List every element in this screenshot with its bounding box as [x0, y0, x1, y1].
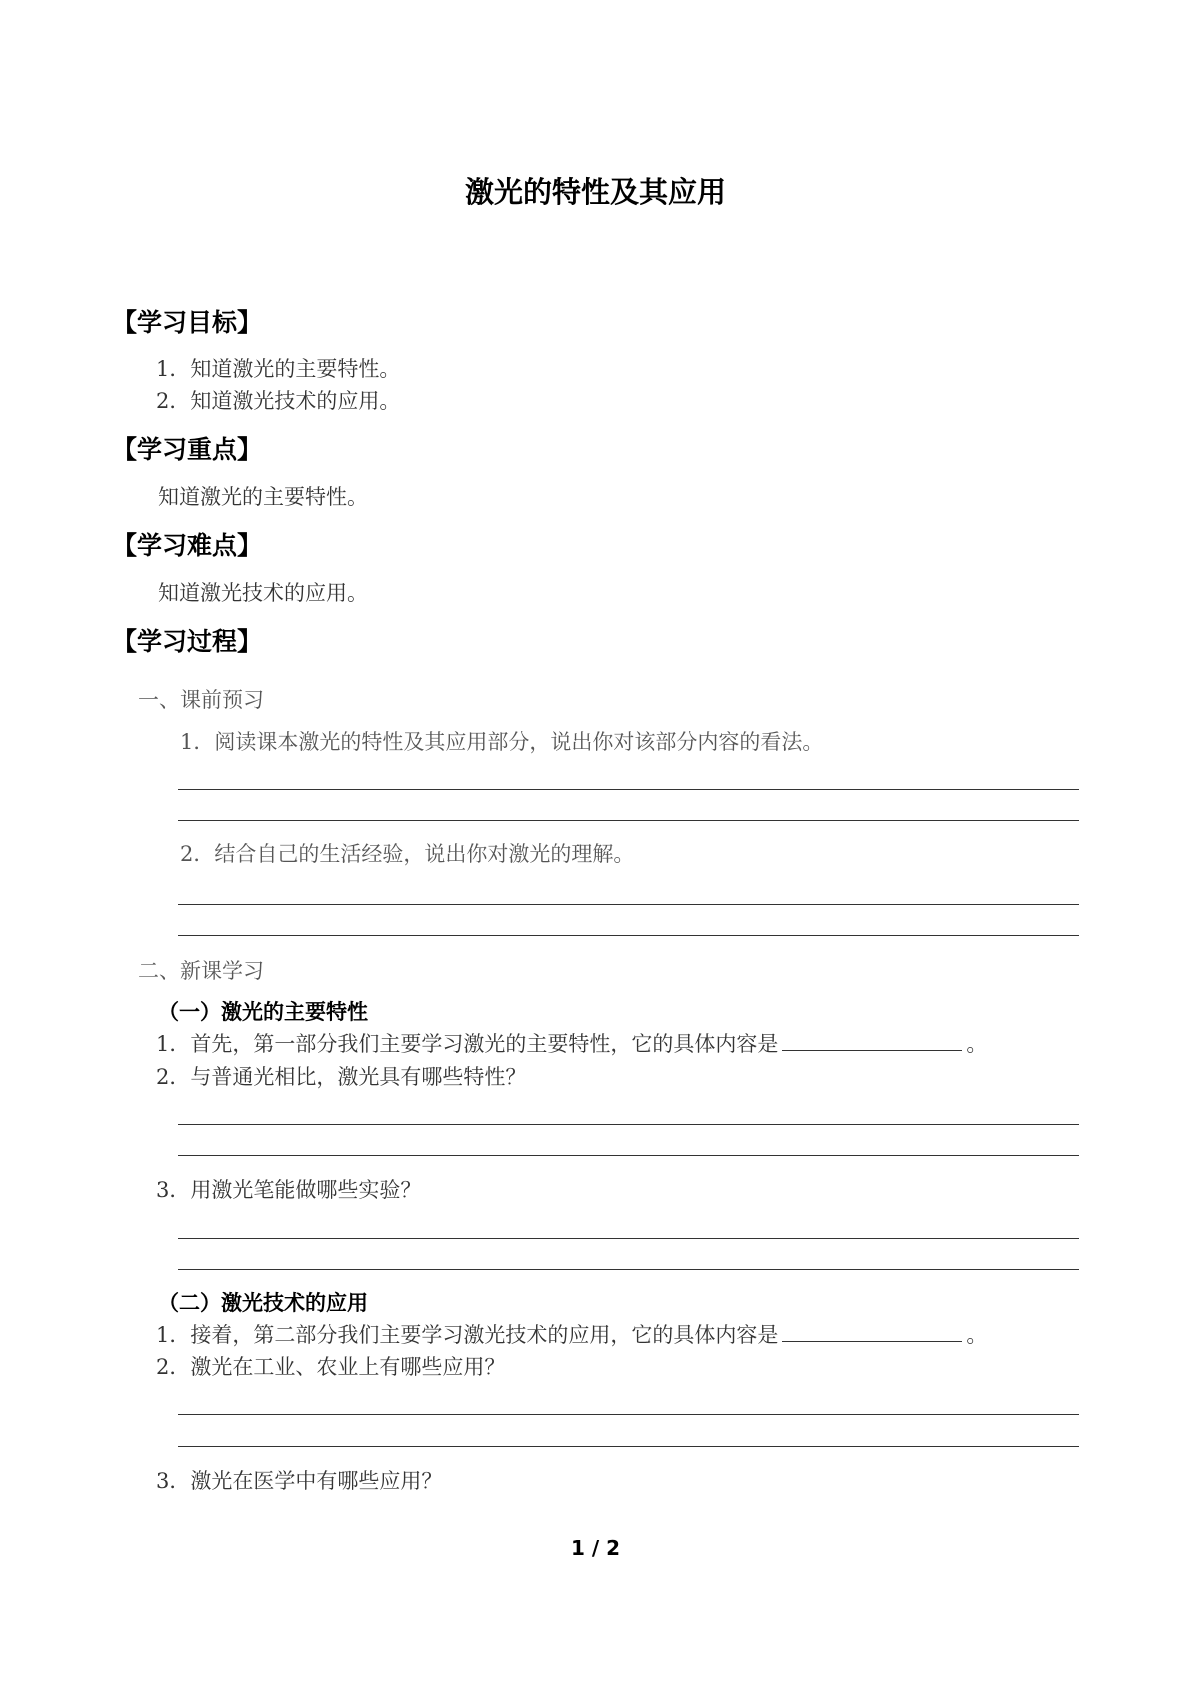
- preview-question-1: 1．阅读课本激光的特性及其应用部分，说出你对该部分内容的看法。: [180, 730, 824, 754]
- key-points-text: 知道激光的主要特性。: [158, 485, 368, 509]
- page-title: 激光的特性及其应用: [464, 175, 726, 209]
- answer-line: [178, 820, 1079, 821]
- fill-blank: [782, 1319, 962, 1342]
- preview-heading: 一、课前预习: [138, 688, 264, 712]
- objective-item-2: 2．知道激光技术的应用。: [156, 389, 401, 413]
- answer-line: [178, 789, 1079, 790]
- part1-question-1-text: 1．首先，第一部分我们主要学习激光的主要特性，它的具体内容是: [156, 1032, 779, 1056]
- answer-line: [178, 1124, 1079, 1125]
- answer-line: [178, 1269, 1079, 1270]
- answer-line: [178, 1446, 1079, 1447]
- fill-blank: [782, 1028, 962, 1051]
- objectives-heading: 【学习目标】: [112, 308, 263, 337]
- part2-question-1: [156, 1319, 987, 1349]
- page-number: 1 / 2: [570, 1536, 621, 1560]
- part2-heading: （二）激光技术的应用: [158, 1291, 368, 1315]
- new-lesson-heading: 二、新课学习: [138, 959, 264, 983]
- answer-line: [178, 1238, 1079, 1239]
- answer-line: [178, 1414, 1079, 1415]
- difficulties-heading: 【学习难点】: [112, 531, 263, 560]
- preview-question-2: 2．结合自己的生活经验，说出你对激光的理解。: [180, 842, 635, 866]
- part1-question-1: [156, 1028, 987, 1058]
- part2-question-1-end: 。: [966, 1323, 988, 1347]
- key-points-heading: 【学习重点】: [112, 435, 263, 464]
- difficulties-text: 知道激光技术的应用。: [158, 581, 368, 605]
- part2-question-3: 3．激光在医学中有哪些应用？: [156, 1469, 443, 1493]
- answer-line: [178, 935, 1079, 936]
- objective-item-1: 1．知道激光的主要特性。: [156, 357, 401, 381]
- process-heading: 【学习过程】: [112, 627, 263, 656]
- part2-question-1-text: 1．接着，第二部分我们主要学习激光技术的应用，它的具体内容是: [156, 1323, 779, 1347]
- part1-question-2: 2．与普通光相比，激光具有哪些特性？: [156, 1065, 527, 1089]
- part1-question-3: 3．用激光笔能做哪些实验？: [156, 1178, 422, 1202]
- answer-line: [178, 1155, 1079, 1156]
- answer-line: [178, 904, 1079, 905]
- part1-heading: （一）激光的主要特性: [158, 1000, 368, 1024]
- part2-question-2: 2．激光在工业、农业上有哪些应用？: [156, 1355, 506, 1379]
- part1-question-1-end: 。: [966, 1032, 988, 1056]
